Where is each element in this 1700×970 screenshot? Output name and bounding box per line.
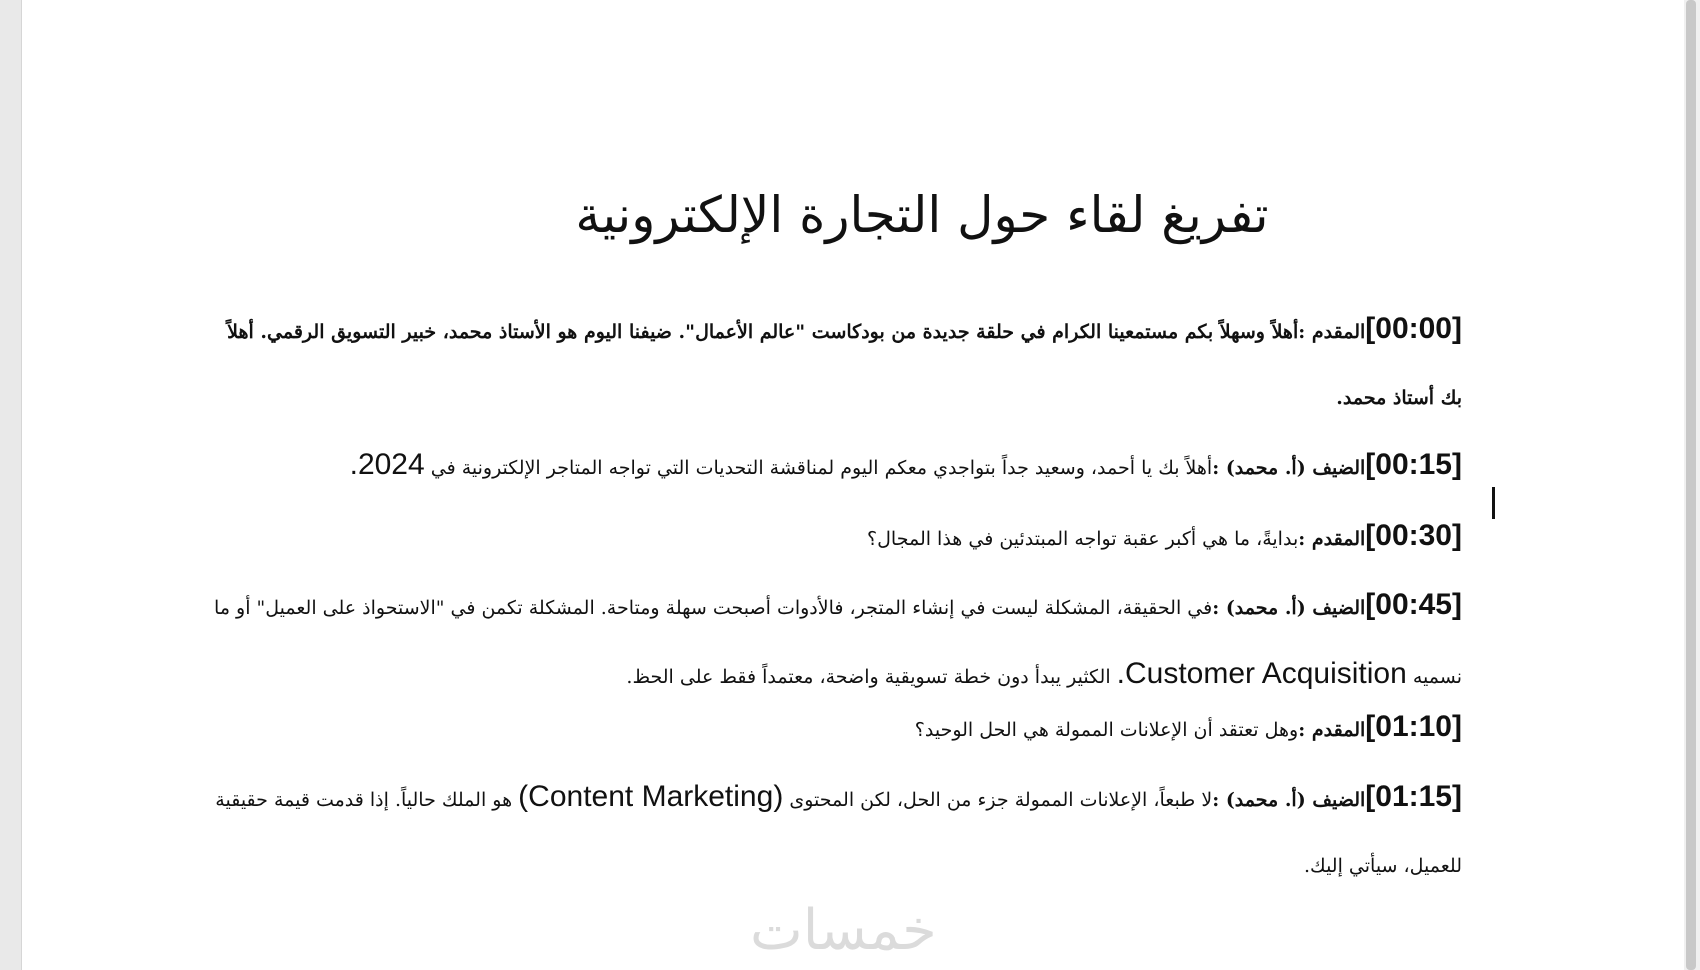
timestamp: [00:15] <box>1365 448 1462 481</box>
timestamp: [01:10] <box>1365 710 1462 743</box>
entry-text-after: هو الملك حالياً. إذا قدمت قيمة حقيقية للعميل، سيأتي إليك. <box>215 789 1462 877</box>
entry-text-after: الكثير يبدأ دون خطة تسويقية واضحة، معتمداً فقط على الحظ. <box>626 666 1111 688</box>
speaker-label: المقدم : <box>1298 528 1366 550</box>
entry-latin-text: (Content Marketing) <box>518 780 784 813</box>
transcript-entry-2 <box>207 432 1462 501</box>
speaker-label: المقدم : <box>1298 321 1366 343</box>
entry-latin-text: 2024. <box>349 448 425 481</box>
entry-latin-text: Customer Acquisition. <box>1116 657 1407 690</box>
timestamp: [01:15] <box>1365 780 1462 813</box>
transcript-entry-1 <box>207 296 1462 431</box>
timestamp: [00:30] <box>1365 519 1462 552</box>
transcript-entry-5 <box>207 694 1462 763</box>
speaker-label: المقدم : <box>1298 719 1366 741</box>
speaker-label: الضيف (أ. محمد) : <box>1212 789 1366 811</box>
transcript-entry-6 <box>207 764 1462 899</box>
speaker-label: الضيف (أ. محمد) : <box>1212 457 1366 479</box>
entry-text: بدايةً، ما هي أكبر عقبة تواجه المبتدئين في هذا المجال؟ <box>867 528 1299 550</box>
speaker-label: الضيف (أ. محمد) : <box>1212 597 1366 619</box>
entry-text: أهلاً بك يا أحمد، وسعيد جداً بتواجدي معكم اليوم لمناقشة التحديات التي تواجه المتاجر الإلكترونية في <box>430 457 1213 479</box>
document-page <box>22 0 1684 970</box>
entry-text: في الحقيقة، المشكلة ليست في إنشاء المتجر، فالأدوات أصبحت سهلة ومتاحة. المشكلة تكمن في "الاستحواذ على العميل" أو ما نسميه <box>214 597 1462 688</box>
watermark-logo: خمسات <box>750 898 937 963</box>
scrollbar-thumb[interactable] <box>1686 0 1696 970</box>
entry-text: أهلاً وسهلاً بكم مستمعينا الكرام في حلقة جديدة من بودكاست "عالم الأعمال". ضيفنا اليوم هو الأستاذ محمد، خبير التسويق الرقمي. أهلاً بك أستاذ محمد. <box>227 321 1462 409</box>
document-title: تفريغ لقاء حول التجارة الإلكترونية <box>575 186 1269 244</box>
transcript-entry-3 <box>207 503 1462 572</box>
text-cursor <box>1492 487 1495 519</box>
timestamp: [00:00] <box>1365 312 1462 345</box>
transcript-entry-4 <box>207 572 1462 710</box>
entry-text: لا طبعاً، الإعلانات الممولة جزء من الحل، لكن المحتوى <box>789 789 1213 811</box>
entry-text: وهل تعتقد أن الإعلانات الممولة هي الحل الوحيد؟ <box>914 719 1299 741</box>
timestamp: [00:45] <box>1365 588 1462 621</box>
